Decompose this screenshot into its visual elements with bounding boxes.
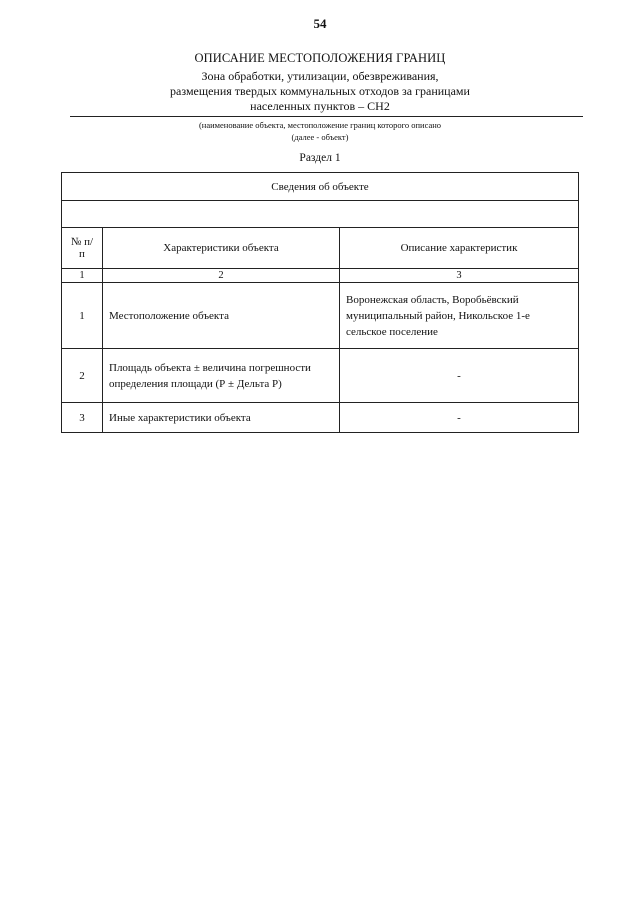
caption-line: (наименование объекта, местоположение границ которого описано (198, 120, 442, 130)
table-header-row (62, 228, 579, 269)
row-number: 3 (62, 403, 103, 433)
object-info-table (61, 172, 579, 433)
underline-rule (70, 116, 583, 117)
table-row (62, 403, 579, 433)
table-title: Сведения об объекте (62, 173, 579, 201)
row-description: - (340, 403, 579, 433)
table-row (62, 283, 579, 349)
row-number: 2 (62, 349, 103, 403)
object-name-line: населенных пунктов – СН2 (250, 99, 390, 113)
table-title-row (62, 173, 579, 201)
column-numbers-row (62, 269, 579, 283)
object-name-line: размещения твердых коммунальных отходов за границами (170, 84, 470, 98)
column-header-description: Описание характеристик (340, 228, 579, 269)
column-header-number: № п/п (62, 228, 103, 269)
column-number: 2 (103, 269, 340, 283)
table-row (62, 349, 579, 403)
row-characteristic: Площадь объекта ± величина погрешности определения площади (Р ± Дельта Р) (103, 349, 340, 403)
page-number: 54 (313, 16, 327, 31)
column-number: 3 (340, 269, 579, 283)
row-characteristic: Местоположение объекта (103, 283, 340, 349)
object-caption (0, 119, 640, 143)
row-description: - (340, 349, 579, 403)
object-name-line: Зона обработки, утилизации, обезвреживания, (201, 69, 439, 83)
document-title: ОПИСАНИЕ МЕСТОПОЛОЖЕНИЯ ГРАНИЦ (194, 51, 446, 65)
empty-cell (62, 201, 579, 228)
table-empty-row (62, 201, 579, 228)
row-description: Воронежская область, Воробьёвский муниципальный район, Никольское 1-е сельское поселение (340, 283, 579, 349)
caption-line: (далее - объект) (291, 132, 349, 142)
section-label: Раздел 1 (299, 152, 341, 164)
column-number: 1 (62, 269, 103, 283)
row-characteristic: Иные характеристики объекта (103, 403, 340, 433)
column-header-characteristic: Характеристики объекта (103, 228, 340, 269)
object-name (60, 69, 580, 114)
row-number: 1 (62, 283, 103, 349)
